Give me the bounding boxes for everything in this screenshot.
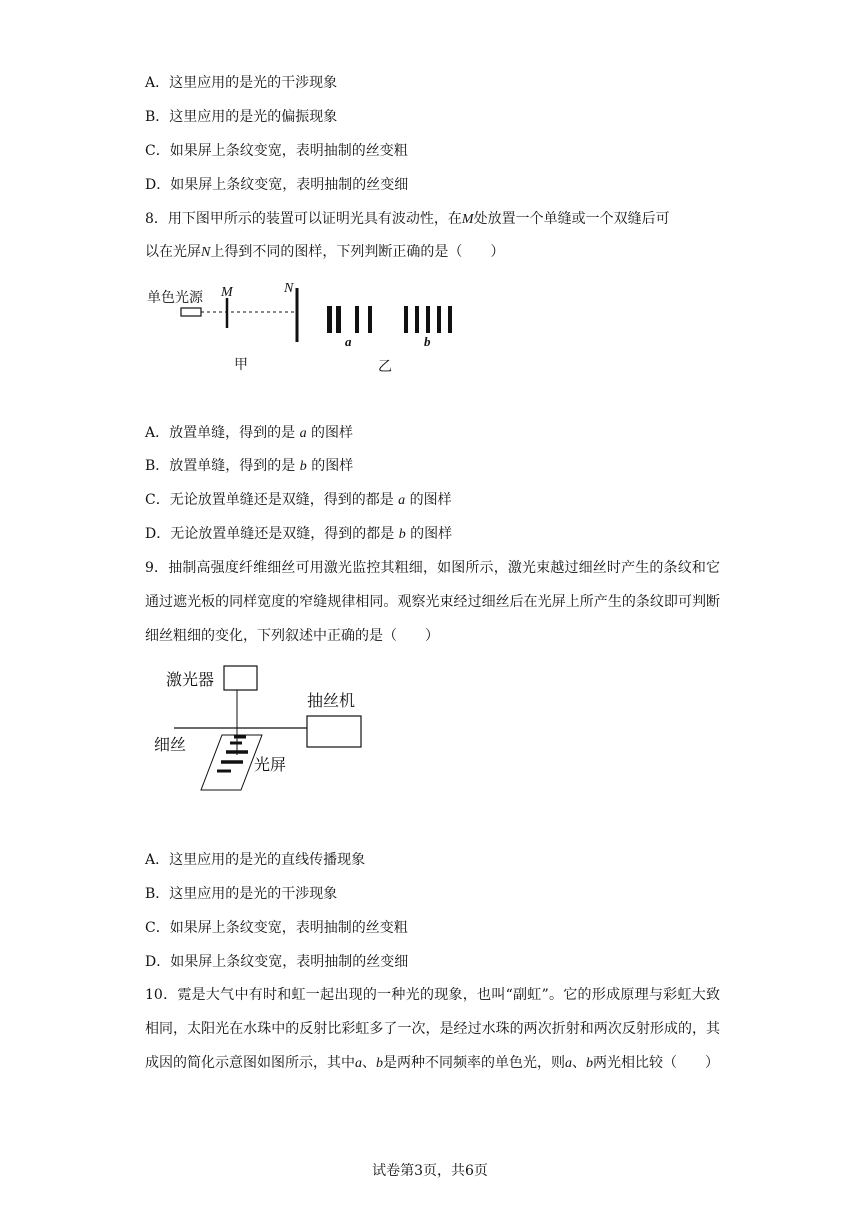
q8-stem-line2: 以在光屏N上得到不同的图样，下列判断正确的是（ ）: [145, 244, 505, 260]
caption-jia: 甲: [234, 357, 248, 373]
q8-option-a: A．放置单缝，得到的是 a 的图样: [145, 425, 354, 441]
q9-option-b: B．这里应用的是光的干涉现象: [145, 886, 338, 902]
q8-stem-line1: 8．用下图甲所示的装置可以证明光具有波动性，在M处放置一个单缝或一个双缝后可: [145, 211, 670, 227]
label-n: N: [284, 281, 294, 296]
q8-option-b: B．放置单缝，得到的是 b 的图样: [145, 458, 354, 474]
pattern-b: [404, 306, 452, 333]
q8-figure: [145, 276, 485, 376]
page-footer: 试卷第3页，共6页: [372, 1163, 488, 1179]
caption-yi: 乙: [378, 359, 392, 375]
label-m: M: [221, 285, 233, 300]
label-a: a: [345, 334, 352, 349]
screen-label: 光屏: [254, 755, 287, 774]
q7-option-c: C．如果屏上条纹变宽，表明抽制的丝变粗: [145, 143, 408, 159]
q10-stem: 10．霓是大气中有时和虹一起出现的一种光的现象，也叫“副虹”。它的形成原理与彩虹大致相同，太阳光在水珠中的反射比彩虹多了一次，是经过水珠的两次折射和两次反射形成的，其成因的简化示意图如图所示，其中a、b是两种不同频率的单色光，则a、b两光相比较（ ）: [145, 987, 720, 1071]
filament-label: 细丝: [154, 735, 187, 754]
q9-figure: [150, 660, 390, 800]
q7-option-b: B．这里应用的是光的偏振现象: [145, 109, 338, 125]
drawer-label: 抽丝机: [307, 691, 356, 710]
q9-option-c: C．如果屏上条纹变宽，表明抽制的丝变粗: [145, 920, 408, 936]
laser-label: 激光器: [166, 670, 215, 689]
q7-option-a: A．这里应用的是光的干涉现象: [145, 75, 338, 91]
q8-option-d: D．无论放置单缝还是双缝，得到的都是 b 的图样: [145, 526, 453, 542]
laser-box: [224, 666, 257, 690]
drawer-box: [307, 716, 361, 747]
q7-option-d: D．如果屏上条纹变宽，表明抽制的丝变细: [145, 177, 409, 193]
q8-option-c: C．无论放置单缝还是双缝，得到的都是 a 的图样: [145, 492, 452, 508]
label-b: b: [424, 334, 431, 349]
q9-stem: 9．抽制高强度纤维细丝可用激光监控其粗细，如图所示，激光束越过细丝时产生的条纹和它通过遮光板的同样宽度的窄缝规律相同。观察光束经过细丝后在光屏上所产生的条纹即可判断细丝粗细的变化，下列叙述中正确的是（ ）: [145, 560, 720, 644]
q9-option-d: D．如果屏上条纹变宽，表明抽制的丝变细: [145, 954, 409, 970]
pattern-a: [327, 306, 372, 333]
q9-option-a: A．这里应用的是光的直线传播现象: [145, 852, 366, 868]
light-source-box: [181, 308, 201, 316]
screen-fringes: [217, 737, 248, 771]
light-source-label: 单色光源: [147, 290, 203, 306]
